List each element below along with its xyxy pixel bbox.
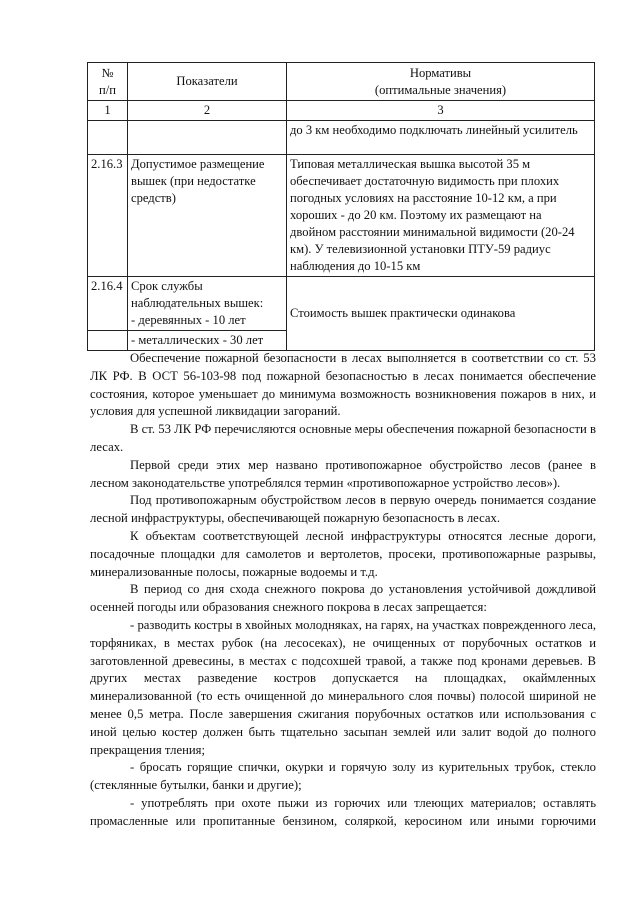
row-norm-line: хороших - до 20 км. Поэтому их размещают на — [290, 208, 542, 222]
row-norm-line: наблюдения до 10-15 км — [290, 259, 421, 273]
row-norm-line: двойном расстоянии минимальной видимости (20-24 — [290, 225, 575, 239]
continuation-indicator-cell — [128, 121, 287, 155]
norms-table — [87, 62, 595, 351]
row-norm-line: км). У телевизионной установки ПТУ-59 радиус — [290, 242, 551, 256]
row-number-empty — [88, 331, 128, 351]
row-norm-line: погодных условиях на расстояние 10-12 км, а при — [290, 191, 557, 205]
paragraph: В период со дня схода снежного покрова до установления устойчивой дождливой осенней погоды или образования снежного покрова в лесах запрещается: — [90, 582, 596, 615]
header-norms-line2: (оптимальные значения) — [374, 82, 507, 97]
header-norms-line1: Нормативы — [409, 65, 472, 80]
continuation-norm-cell: до 3 км необходимо подключать линейный усилитель — [287, 121, 595, 155]
header-number-line2: п/п — [99, 82, 116, 97]
document-body — [90, 350, 596, 831]
column-number-3: 3 — [287, 101, 595, 121]
row-indicator-line: вышек (при недостатке — [131, 174, 256, 188]
header-number-line1: № — [101, 65, 114, 80]
row-norm-line: Типовая металлическая вышка высотой 35 м — [290, 157, 531, 171]
paragraph: Под противопожарным обустройством лесов в первую очередь понимается создание лесной инфраструктуры, обеспечивающей пожарную безопасность в лесах. — [90, 493, 596, 526]
header-number — [88, 63, 128, 101]
column-number-2: 2 — [128, 101, 287, 121]
continuation-num-cell — [88, 121, 128, 155]
paragraph: - употреблять при охоте пыжи из горючих или тлеющих материалов; оставлять промасленные или пропитанные бензином, соляркой, керосином или иными горючими — [90, 795, 596, 828]
row-indicator-extra: - металлических - 30 лет — [128, 331, 287, 351]
row-indicator-line: средств) — [131, 191, 176, 205]
row-number: 2.16.4 — [88, 277, 128, 331]
paragraph: - разводить костры в хвойных молодняках, на гарях, на участках поврежденного леса, торфяниках, в местах рубок (на лесосеках), не очищенных от порубочных остатков и заготовленной древесины, в местах с подсохшей травой, а также под кронами деревьев. В других местах разведение костров допускается на площадках, окаймленных минерализованной (то есть очищенной до минерального слоя почвы) полосой шириной не менее 0,5 метра. После завершения сжигания порубочных остатков или использования с иной целью костер должен быть тщательно засыпан землей или залит водой до полного прекращения тления; — [90, 617, 596, 757]
row-norm — [287, 155, 595, 277]
row-number: 2.16.3 — [88, 155, 128, 277]
row-indicator-line: - деревянных - 10 лет — [131, 313, 246, 327]
row-indicator-line: Допустимое размещение — [131, 157, 265, 171]
row-indicator-line: наблюдательных вышек: — [131, 296, 264, 310]
header-norms — [287, 63, 595, 101]
row-norm: Стоимость вышек практически одинакова — [287, 277, 595, 351]
row-indicator-line: Срок службы — [131, 279, 203, 293]
paragraph: К объектам соответствующей лесной инфраструктуры относятся лесные дороги, посадочные площадки для самолетов и вертолетов, просеки, противопожарные разрывы, минерализованные полосы, пожарные водоемы и т.д. — [90, 528, 596, 579]
paragraph: В ст. 53 ЛК РФ перечисляются основные меры обеспечения пожарной безопасности в лесах. — [90, 422, 596, 454]
row-indicator — [128, 277, 287, 331]
paragraph: - бросать горящие спички, окурки и горячую золу из курительных трубок, стекло (стеклянные бутылки, банки и другие); — [90, 760, 596, 793]
row-indicator — [128, 155, 287, 277]
paragraph: Обеспечение пожарной безопасности в лесах выполняется в соответствии со ст. 53 ЛК РФ. В ОСТ 56-103-98 под пожарной безопасностью в лесах понимается обеспечение состояния, которое уменьшает до минимума возможность возникновения пожаров в них, и условия для успешной ликвидации загораний. — [90, 351, 596, 419]
paragraph: Первой среди этих мер названо противопожарное обустройство лесов (ранее в лесном законодательстве употреблялся термин «противопожарное устройство лесов»). — [90, 457, 596, 490]
column-number-1: 1 — [88, 101, 128, 121]
row-norm-line: обеспечивает достаточную видимость при плохих — [290, 174, 560, 188]
header-indicators: Показатели — [128, 63, 287, 101]
